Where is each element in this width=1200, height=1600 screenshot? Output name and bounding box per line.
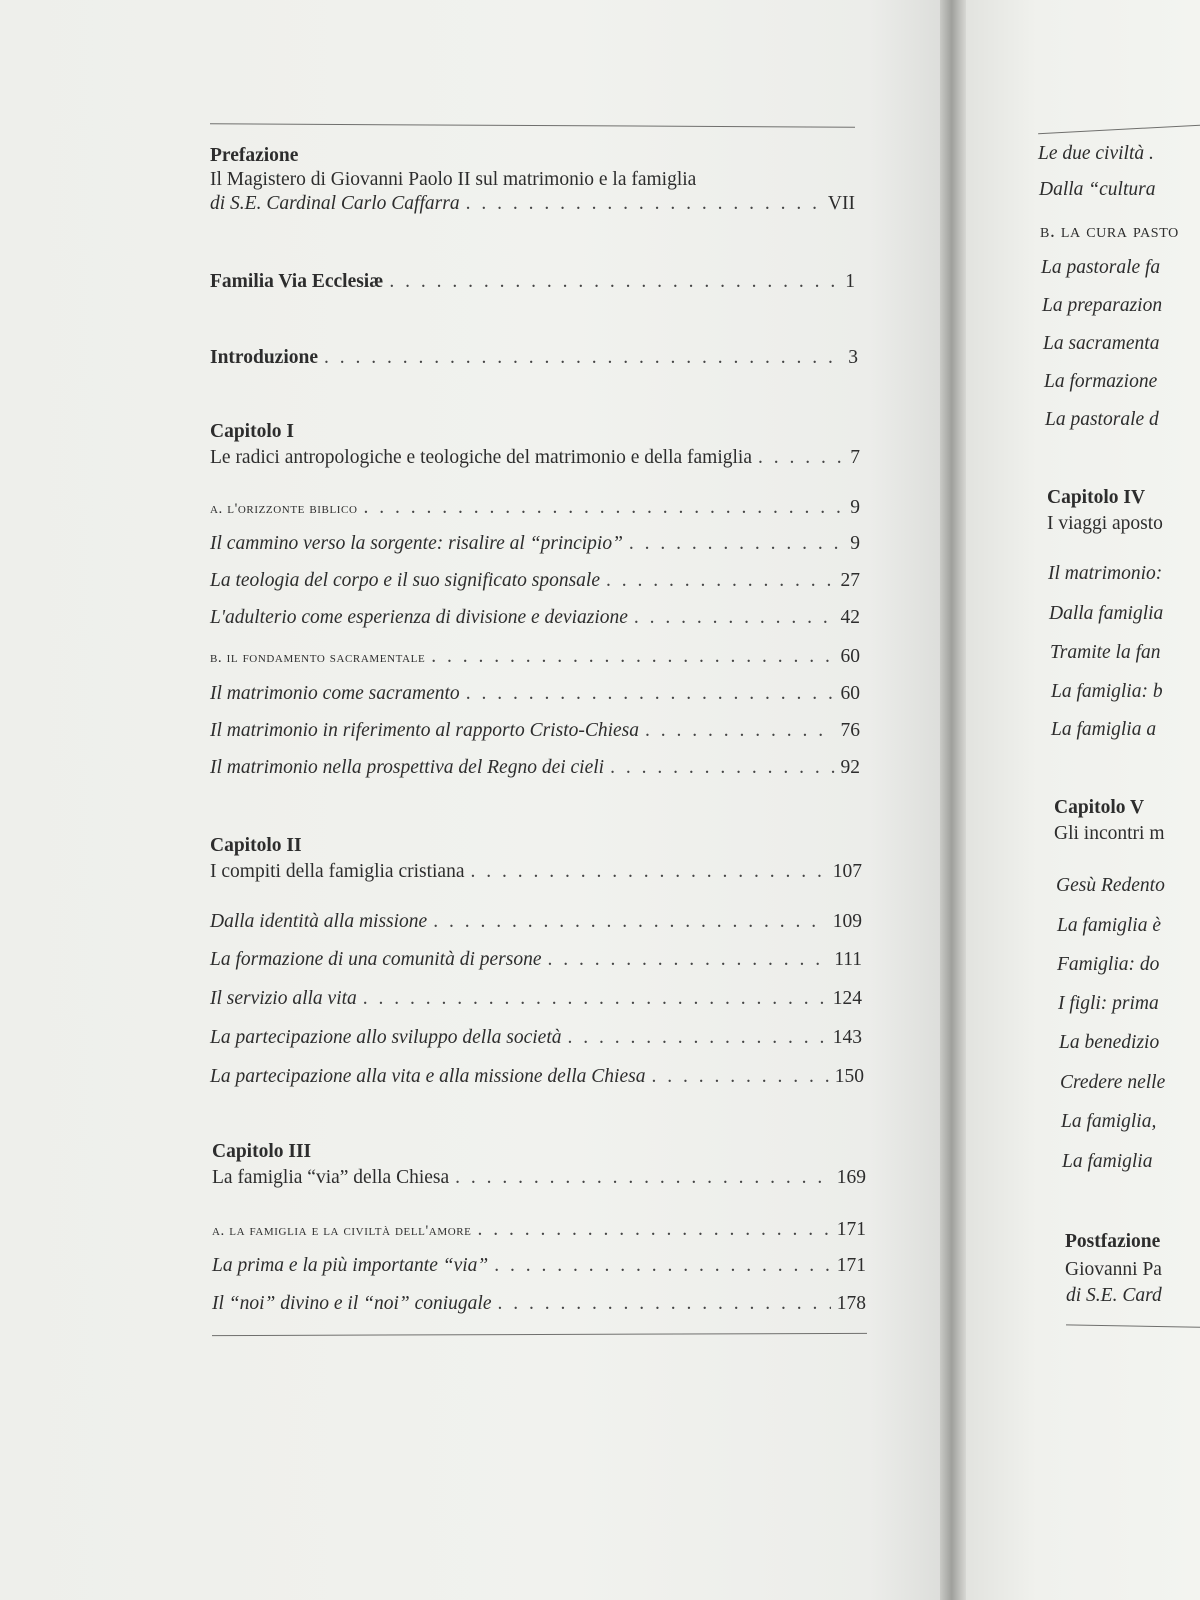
toc-row-entry[interactable]	[210, 645, 860, 670]
page-number: 109	[832, 911, 862, 932]
right-top-rule	[1038, 123, 1200, 134]
leader-dots	[568, 1026, 827, 1050]
capitolo3-title: La famiglia “via” della Chiesa	[212, 1167, 450, 1188]
leader-dots	[324, 346, 842, 370]
leader-dots	[364, 496, 845, 520]
leader-dots	[389, 270, 839, 294]
entry-title: Il matrimonio come sacramento	[210, 683, 460, 704]
toc-row-entry[interactable]	[212, 1292, 866, 1316]
right-line: Capitolo V	[1054, 797, 1145, 818]
entry-title: La partecipazione alla vita e alla missione della Chiesa	[210, 1066, 646, 1087]
page-number: 150	[834, 1066, 864, 1087]
leader-dots	[634, 606, 835, 630]
right-line: La famiglia a	[1051, 719, 1157, 740]
leader-dots	[498, 1292, 831, 1316]
leader-dots	[610, 756, 834, 780]
page-number: 111	[834, 949, 862, 970]
page-number: 92	[840, 757, 860, 778]
leader-dots	[433, 910, 827, 934]
right-line: b. la cura pasto	[1040, 221, 1179, 242]
toc-row-entry[interactable]	[212, 1218, 866, 1243]
page-number: 171	[836, 1219, 866, 1240]
toc-row-entry[interactable]	[210, 910, 862, 934]
right-line: Capitolo IV	[1047, 487, 1146, 508]
leader-dots	[606, 569, 835, 593]
right-line: La pastorale d	[1045, 409, 1159, 430]
page-number: 1	[845, 271, 855, 292]
entry-title: Il “noi” divino e il “noi” coniugale	[212, 1293, 492, 1314]
toc-row-entry[interactable]	[210, 496, 860, 521]
right-line: Gesù Redento	[1056, 875, 1165, 896]
right-line: La famiglia	[1062, 1151, 1153, 1172]
page-number: 9	[850, 497, 860, 518]
prefazione-line2: di S.E. Cardinal Carlo Caffarra	[210, 193, 460, 214]
right-line: La famiglia: b	[1051, 681, 1163, 702]
capitolo2-title: I compiti della famiglia cristiana	[210, 861, 465, 882]
right-line: La preparazion	[1042, 295, 1163, 316]
right-line: Tramite la fan	[1050, 642, 1161, 663]
section-title: a. la famiglia e la civiltà dell'amore	[212, 1223, 472, 1239]
book-gutter	[940, 0, 966, 1600]
right-line: Le due civiltà .	[1038, 143, 1154, 164]
entry-title: Dalla identità alla missione	[210, 911, 428, 932]
right-line: I figli: prima	[1058, 993, 1159, 1014]
capitolo1-heading: Capitolo I	[210, 421, 294, 442]
page-number: 143	[832, 1027, 862, 1048]
page-number: 76	[840, 720, 860, 741]
page-number: 42	[840, 607, 860, 628]
page-number: 171	[836, 1255, 866, 1276]
toc-row-entry[interactable]	[210, 948, 862, 972]
entry-title: La prima e la più importante “via”	[212, 1255, 489, 1276]
right-bottom-rule	[1066, 1324, 1200, 1328]
toc-row-entry[interactable]	[210, 987, 862, 1011]
section-title: b. il fondamento sacramentale	[210, 650, 426, 666]
leader-dots	[758, 446, 844, 470]
page-number: 124	[832, 988, 862, 1009]
toc-row-capitolo2[interactable]	[210, 860, 862, 884]
toc-row-entry[interactable]	[210, 606, 860, 630]
leader-dots	[466, 682, 835, 706]
right-line: Postfazione	[1065, 1231, 1161, 1252]
entry-title: La formazione di una comunità di persone	[210, 949, 542, 970]
right-line: Credere nelle	[1060, 1072, 1166, 1093]
right-line: I viaggi aposto	[1047, 513, 1163, 534]
page-number: 27	[840, 570, 860, 591]
toc-row-capitolo1[interactable]	[210, 446, 860, 470]
page-number: 9	[850, 533, 860, 554]
leader-dots	[471, 860, 827, 884]
page-number: 169	[836, 1167, 866, 1188]
entry-title: Il matrimonio in riferimento al rapporto Cristo-Chiesa	[210, 720, 640, 741]
section-title: a. l'orizzonte biblico	[210, 501, 358, 517]
entry-title: La partecipazione allo sviluppo della società	[210, 1027, 562, 1048]
page-number: 7	[850, 447, 860, 468]
toc-row-entry[interactable]	[210, 756, 860, 780]
right-line: Gli incontri m	[1054, 823, 1165, 844]
toc-row-entry[interactable]	[210, 569, 860, 593]
top-rule	[210, 123, 855, 127]
leader-dots	[651, 1065, 828, 1089]
right-line: Giovanni Pa	[1065, 1259, 1162, 1280]
toc-row-entry[interactable]	[210, 1026, 862, 1050]
leader-dots	[466, 192, 822, 216]
prefazione-line1: Il Magistero di Giovanni Paolo II sul matrimonio e la famiglia	[210, 169, 697, 190]
toc-row-entry[interactable]	[210, 682, 860, 706]
leader-dots	[494, 1254, 830, 1278]
entry-title: Il cammino verso la sorgente: risalire al “principio”	[210, 533, 623, 554]
right-line: Famiglia: do	[1057, 954, 1160, 975]
toc-row-familia[interactable]	[210, 270, 855, 294]
leader-dots	[629, 532, 844, 556]
right-line: Dalla famiglia	[1049, 603, 1164, 624]
leader-dots	[548, 948, 829, 972]
right-page	[966, 0, 1200, 1600]
prefazione-heading: Prefazione	[210, 145, 299, 166]
capitolo1-title: Le radici antropologiche e teologiche del matrimonio e della famiglia	[210, 447, 753, 468]
toc-row-entry[interactable]	[210, 532, 860, 556]
page-number: 60	[840, 646, 860, 667]
leader-dots	[431, 645, 834, 669]
page-number: VII	[827, 193, 855, 214]
introduzione-title: Introduzione	[210, 347, 318, 368]
page-number: 178	[836, 1293, 866, 1314]
right-line: La benedizio	[1059, 1032, 1160, 1053]
right-line: di S.E. Card	[1066, 1285, 1162, 1306]
right-line: La formazione	[1044, 371, 1158, 392]
page-number: 107	[832, 861, 862, 882]
toc-row-introduzione[interactable]	[210, 346, 858, 370]
right-line: La famiglia,	[1061, 1111, 1157, 1132]
capitolo3-heading: Capitolo III	[212, 1141, 312, 1162]
toc-row-capitolo3[interactable]	[212, 1166, 866, 1190]
entry-title: Il servizio alla vita	[210, 988, 357, 1009]
toc-row-entry[interactable]	[210, 1065, 864, 1089]
bottom-rule	[212, 1333, 867, 1336]
entry-title: Il matrimonio nella prospettiva del Regno dei cieli	[210, 757, 605, 778]
entry-title: La teologia del corpo e il suo significato sponsale	[210, 570, 600, 591]
entry-title: L'adulterio come esperienza di divisione e deviazione	[210, 607, 628, 628]
familia-title: Familia Via Ecclesiæ	[210, 271, 384, 292]
right-line: La famiglia è	[1057, 915, 1162, 936]
right-line: La pastorale fa	[1041, 257, 1161, 278]
toc-row-prefazione[interactable]	[210, 192, 855, 216]
leader-dots	[363, 987, 827, 1011]
leader-dots	[645, 719, 834, 743]
leader-dots	[455, 1166, 831, 1190]
right-line: Dalla “cultura	[1039, 179, 1156, 200]
capitolo2-heading: Capitolo II	[210, 835, 302, 856]
right-line: La sacramenta	[1043, 333, 1160, 354]
right-line: Il matrimonio:	[1048, 563, 1163, 584]
leader-dots	[478, 1218, 831, 1242]
page-number: 60	[840, 683, 860, 704]
page-number: 3	[848, 347, 858, 368]
toc-row-entry[interactable]	[210, 719, 860, 743]
toc-row-entry[interactable]	[212, 1254, 866, 1278]
